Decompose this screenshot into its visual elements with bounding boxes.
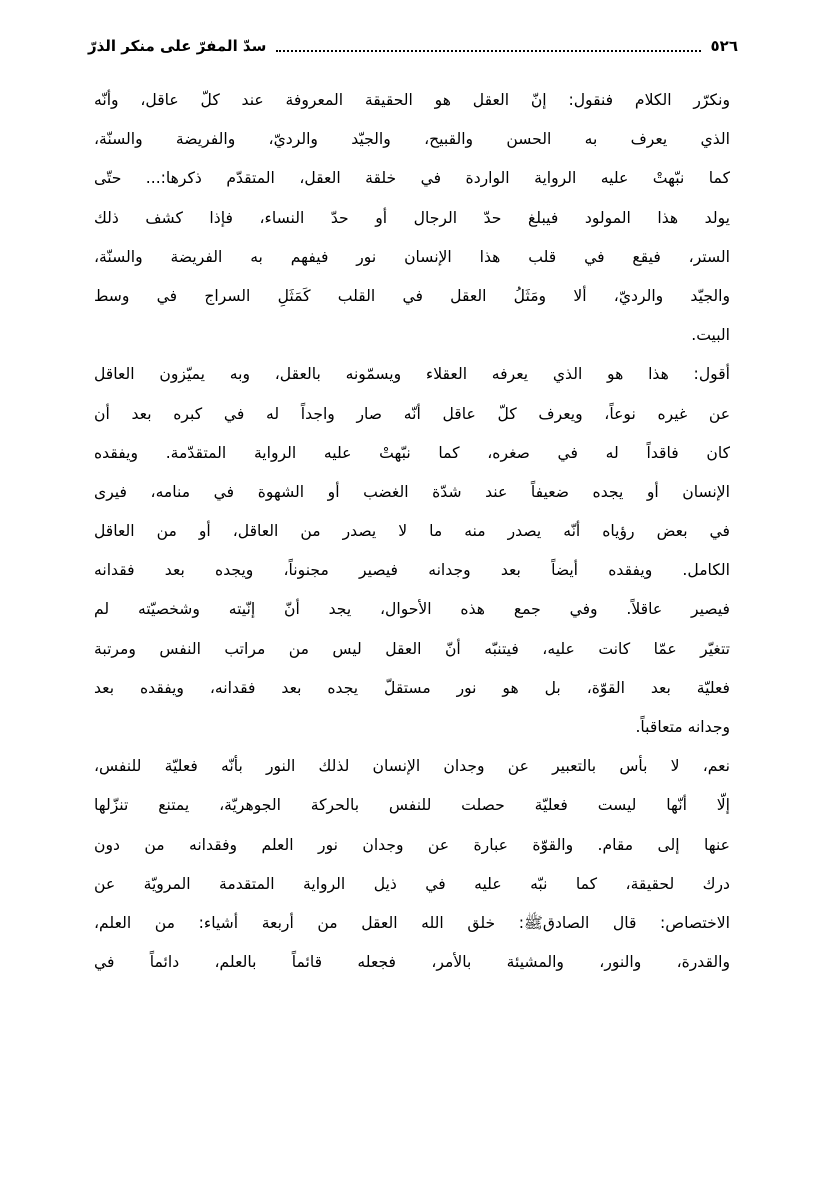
text-line: أقول: هذا هو الذي يعرفه العقلاء ويسمّونه بالعقل، وبه يميّزون العاقل (94, 365, 730, 384)
text-line: تتغيّر عمّا كانت عليه، فيتنبّه أنّ العقل ليس من مراتب النفس ومرتبة (94, 639, 730, 658)
text-line: يولد هذا المولود فيبلغ حدّ الرجال أو حدّ النساء، فإذا كشف ذلك (94, 208, 730, 227)
text-line: الذي يعرف به الحسن والقبيح، والجيّد والرديّ، والفريضة والسنّة، (94, 130, 730, 149)
text-line: الستر، فيقع في قلب هذا الإنسان نور فيفهم به الفريضة والسنّة، (94, 247, 730, 266)
text-line: والقدرة، والنور، والمشيئة بالأمر، فجعله قائماً بالعلم، دائماً في (94, 953, 730, 972)
text-line: في بعض رؤياه أنّه يصدر منه ما لا يصدر من العاقل، أو من العاقل (94, 522, 730, 541)
dotted-leader (276, 40, 700, 52)
text-line: الكامل. ويفقده أيضاً بعد وجدانه فيصير مجنوناً، ويجده بعد فقدانه (94, 561, 730, 580)
running-title: سدّ المفرّ على منكر الذرّ (88, 37, 267, 55)
text-line: والجيّد والرديّ، ألا ومَثَلُ العقل في القلب كَمَثَلِ السراج في وسط (94, 286, 730, 305)
text-line: كما نبّهتْ عليه الرواية الواردة في خلقة العقل، المتقدّم ذكرها:... حتّى (94, 169, 730, 188)
page-number: ٥٢٦ (710, 37, 738, 55)
text-line: عن غيره نوعاً، ويعرف كلّ عاقل أنّه صار واجداً له في كبره بعد أن (94, 404, 730, 423)
text-line: الإنسان أو يجده ضعيفاً عند شدّة الغضب أو الشهوة في منامه، فيرى (94, 482, 730, 501)
text-line: الاختصاص: قال الصادق‏ﷺ: خلق الله العقل من أربعة أشياء: من العلم، (94, 913, 730, 932)
text-line: كان فاقداً له في صغره، كما نبّهتْ عليه الرواية المتقدّمة. ويفقده (94, 443, 730, 462)
text-line: البيت. (691, 326, 730, 345)
text-line: عنها إلى مقام. والقوّة عبارة عن وجدان نور العلم وفقدانه من دون (94, 835, 730, 854)
text-line: إلّا أنّها ليست فعليّة حصلت للنفس بالحركة الجوهريّة، يمتنع تنزّلها (94, 796, 730, 815)
text-line: درك لحقيقة، كما نبّه عليه في ذيل الرواية المتقدمة المرويّة عن (94, 874, 730, 893)
text-line: فعليّة بعد القوّة، بل هو نور مستقلّ يجده بعد فقدانه، ويفقده بعد (94, 678, 730, 697)
page-header (88, 30, 738, 62)
text-line: فيصير عاقلاً. وفي جمع هذه الأحوال، يجد أنّ إنّيته وشخصيّته لم (94, 600, 730, 619)
text-line: نعم، لا بأس بالتعبير عن وجدان الإنسان لذلك النور بأنّه فعليّة للنفس، (94, 757, 730, 776)
text-line: وجدانه متعاقباً. (635, 718, 730, 736)
text-line: ونكرّر الكلام فنقول: إنّ العقل هو الحقيقة المعروفة عند كلّ عاقل، وأنّه (94, 91, 730, 109)
body-text (94, 81, 730, 982)
